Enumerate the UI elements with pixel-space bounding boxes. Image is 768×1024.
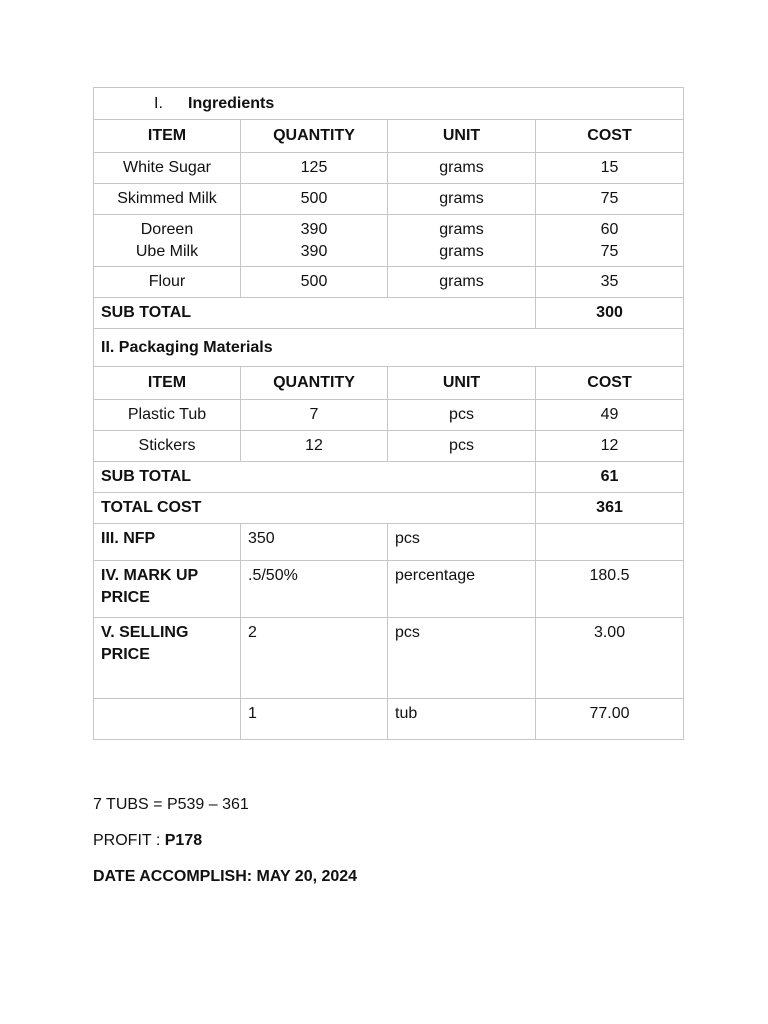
cell-item: Stickers bbox=[94, 431, 241, 462]
selling-cost: 3.00 bbox=[536, 618, 684, 699]
tub-label bbox=[94, 699, 241, 740]
cell-cost bbox=[536, 215, 684, 267]
tub-quantity: 1 bbox=[241, 699, 388, 740]
header-quantity: QUANTITY bbox=[241, 120, 388, 153]
header-cost: COST bbox=[536, 367, 684, 400]
profit-label: PROFIT : bbox=[93, 832, 165, 849]
cell-unit: pcs bbox=[388, 431, 536, 462]
cost-table bbox=[93, 87, 684, 740]
cell-cost: 75 bbox=[536, 184, 684, 215]
nfp-label: III. NFP bbox=[94, 524, 241, 561]
cell-unit: grams bbox=[388, 184, 536, 215]
header-cost: COST bbox=[536, 120, 684, 153]
section-ingredients-title bbox=[94, 88, 684, 120]
cell-unit bbox=[388, 215, 536, 267]
cell-quantity-line: 390 bbox=[300, 220, 328, 238]
cell-quantity: 12 bbox=[241, 431, 388, 462]
subtotal-label: SUB TOTAL bbox=[94, 298, 536, 329]
section-packaging-title: II. Packaging Materials bbox=[94, 329, 684, 367]
cell-cost: 35 bbox=[536, 267, 684, 298]
table-row bbox=[94, 431, 684, 462]
cell-cost: 15 bbox=[536, 153, 684, 184]
nfp-quantity: 350 bbox=[241, 524, 388, 561]
markup-label-line: PRICE bbox=[101, 589, 150, 606]
subtotal-row bbox=[94, 462, 684, 493]
selling-label-line: V. SELLING bbox=[101, 624, 189, 641]
cell-quantity: 500 bbox=[241, 184, 388, 215]
total-cost-value: 361 bbox=[536, 493, 684, 524]
total-cost-label: TOTAL COST bbox=[94, 493, 536, 524]
table-row bbox=[94, 215, 684, 267]
cell-cost-line: 75 bbox=[600, 242, 619, 260]
selling-price-row bbox=[94, 618, 684, 699]
markup-cost: 180.5 bbox=[536, 561, 684, 618]
cell-quantity: 7 bbox=[241, 400, 388, 431]
section-ingredients-row bbox=[94, 88, 684, 120]
section-numeral: I. bbox=[154, 94, 163, 112]
header-unit: UNIT bbox=[388, 367, 536, 400]
table-header-row bbox=[94, 367, 684, 400]
tubs-calculation: 7 TUBS = P539 – 361 bbox=[93, 796, 249, 813]
subtotal-value: 300 bbox=[536, 298, 684, 329]
selling-quantity: 2 bbox=[241, 618, 388, 699]
table-row bbox=[94, 400, 684, 431]
cell-quantity: 500 bbox=[241, 267, 388, 298]
subtotal-value: 61 bbox=[536, 462, 684, 493]
markup-label bbox=[94, 561, 241, 618]
cell-unit-line: grams bbox=[439, 242, 484, 260]
cell-item-line: Doreen bbox=[140, 220, 194, 238]
selling-unit: pcs bbox=[388, 618, 536, 699]
profit-value: P178 bbox=[164, 832, 203, 849]
tub-cost: 77.00 bbox=[536, 699, 684, 740]
cell-cost: 49 bbox=[536, 400, 684, 431]
cell-quantity-line: 390 bbox=[300, 242, 328, 260]
section-packaging-row bbox=[94, 329, 684, 367]
cell-quantity bbox=[241, 215, 388, 267]
cell-cost: 12 bbox=[536, 431, 684, 462]
summary-notes bbox=[93, 794, 357, 902]
subtotal-label: SUB TOTAL bbox=[94, 462, 536, 493]
cell-item: Flour bbox=[94, 267, 241, 298]
total-cost-row bbox=[94, 493, 684, 524]
cell-item: White Sugar bbox=[94, 153, 241, 184]
markup-label-line: IV. MARK UP bbox=[101, 567, 199, 584]
markup-unit: percentage bbox=[388, 561, 536, 618]
header-unit: UNIT bbox=[388, 120, 536, 153]
header-item: ITEM bbox=[94, 367, 241, 400]
date-accomplished: DATE ACCOMPLISH: MAY 20, 2024 bbox=[93, 868, 358, 885]
table-header-row bbox=[94, 120, 684, 153]
profit-line bbox=[93, 830, 357, 852]
cell-unit: grams bbox=[388, 267, 536, 298]
markup-row bbox=[94, 561, 684, 618]
cell-item: Skimmed Milk bbox=[94, 184, 241, 215]
header-item: ITEM bbox=[94, 120, 241, 153]
nfp-cost bbox=[536, 524, 684, 561]
cell-item-line: Ube Milk bbox=[135, 242, 199, 260]
cell-cost-line: 60 bbox=[600, 220, 619, 238]
cell-item: Plastic Tub bbox=[94, 400, 241, 431]
selling-label-line: PRICE bbox=[101, 646, 150, 663]
cell-unit-line: grams bbox=[439, 220, 484, 238]
cell-unit: pcs bbox=[388, 400, 536, 431]
table-row bbox=[94, 184, 684, 215]
nfp-unit: pcs bbox=[388, 524, 536, 561]
selling-label bbox=[94, 618, 241, 699]
tub-unit: tub bbox=[388, 699, 536, 740]
cell-quantity: 125 bbox=[241, 153, 388, 184]
section-title: Ingredients bbox=[188, 94, 275, 112]
subtotal-row bbox=[94, 298, 684, 329]
markup-quantity: .5/50% bbox=[241, 561, 388, 618]
nfp-row bbox=[94, 524, 684, 561]
tub-price-row bbox=[94, 699, 684, 740]
header-quantity: QUANTITY bbox=[241, 367, 388, 400]
cell-unit: grams bbox=[388, 153, 536, 184]
table-row bbox=[94, 153, 684, 184]
cell-item bbox=[94, 215, 241, 267]
table-row bbox=[94, 267, 684, 298]
